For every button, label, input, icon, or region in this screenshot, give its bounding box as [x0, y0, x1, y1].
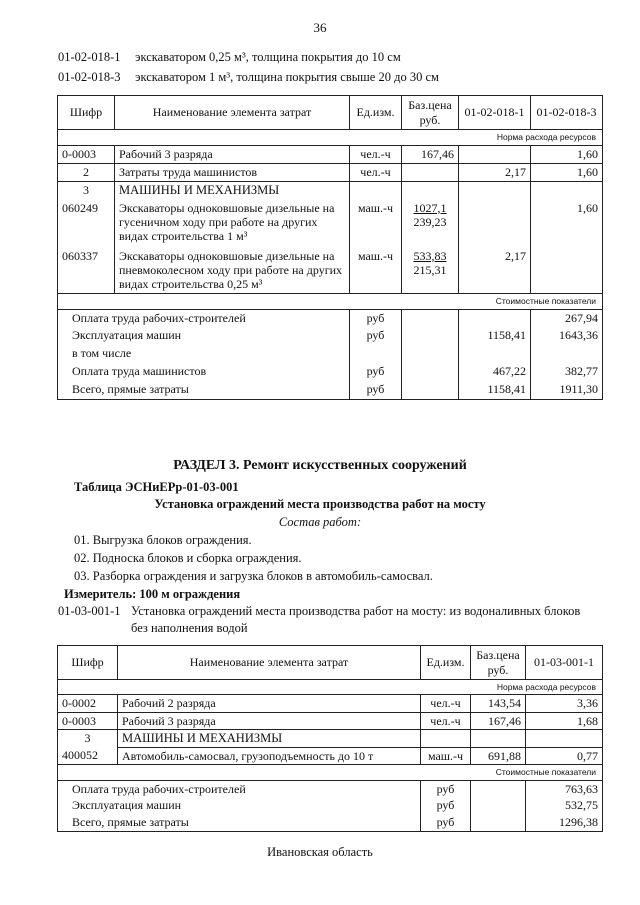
cell-name: Автомобиль-самосвал, грузоподъемность до 10 т	[118, 747, 421, 764]
cell-value-3	[531, 245, 603, 294]
price-total: 533,83	[413, 248, 447, 263]
table-row	[58, 164, 603, 182]
norm-label: Норма расхода ресурсов	[58, 680, 603, 695]
section-row	[58, 729, 603, 747]
col-header-name: Наименование элемента затрат	[118, 646, 421, 680]
cell-code: 060337	[58, 245, 115, 294]
col-header-norm: 01-03-001-1	[526, 646, 603, 680]
cell-unit: чел.-ч	[350, 164, 402, 182]
cost-name: Оплата труда рабочих-строителей	[58, 309, 350, 327]
cost-value-1	[459, 309, 531, 327]
table-row	[58, 695, 603, 712]
cost-label: Стоимостные показатели	[58, 765, 603, 780]
cell-value-1	[459, 146, 531, 164]
cost-label-row	[58, 293, 603, 309]
cell-code: 0-0003	[58, 146, 115, 164]
cost-row	[58, 363, 603, 381]
cell-name: Рабочий 2 разряда	[118, 695, 421, 712]
cell-value-3: 1,60	[531, 200, 603, 245]
cell-unit: чел.-ч	[421, 712, 471, 729]
col-header-unit: Ед.изм.	[350, 96, 402, 130]
cost-row	[58, 345, 603, 363]
cost-value: 763,63	[526, 780, 603, 797]
cell-value-3: 1,60	[531, 146, 603, 164]
work-item: 01. Выгрузка блоков ограждения.	[74, 533, 252, 547]
cost-value: 1296,38	[526, 814, 603, 831]
resource-table-2	[57, 645, 603, 832]
col-header-code: Шифр	[58, 646, 118, 680]
price-total: 1027,1	[413, 200, 447, 215]
item-code: 01-03-001-1	[58, 604, 121, 618]
cell-name: Экскаваторы одноковшовые дизельные на гусеничном ходу при работе на других видах строительства 1 м³	[115, 200, 350, 245]
cost-label-row	[58, 765, 603, 780]
cell-code: 060249	[58, 200, 115, 245]
section-title: МАШИНЫ И МЕХАНИЗМЫ	[115, 182, 350, 200]
cell-code: 0-0003	[58, 712, 118, 729]
footer-region: Ивановская область	[267, 845, 373, 859]
cost-unit: руб	[421, 797, 471, 814]
cost-unit: руб	[350, 309, 402, 327]
cost-value-3: 267,94	[531, 309, 603, 327]
cell-price: 167,46	[471, 712, 526, 729]
cost-value-1	[459, 345, 531, 363]
meter-label: Измеритель: 100 м ограждения	[64, 587, 241, 601]
cell-value: 0,77	[526, 747, 603, 764]
table-row	[58, 146, 603, 164]
header-text: экскаватором 0,25 м³, толщина покрытия до 10 см	[135, 50, 401, 64]
norm-label-row	[58, 130, 603, 146]
cell-price	[402, 200, 459, 245]
item-text-line-2: без наполнения водой	[131, 621, 248, 635]
cell-value-1	[459, 200, 531, 245]
price-labor: 239,23	[413, 214, 447, 229]
section-title: МАШИНЫ И МЕХАНИЗМЫ	[118, 729, 421, 747]
norm-label: Норма расхода ресурсов	[58, 130, 603, 146]
work-item: 02. Подноска блоков и сборка ограждения.	[74, 551, 302, 565]
cell-value-1: 2,17	[459, 245, 531, 294]
cost-name: Эксплуатация машин	[58, 327, 350, 345]
table-header-row	[58, 646, 603, 680]
table-row	[58, 712, 603, 729]
cost-unit: руб	[421, 814, 471, 831]
cell-value: 1,68	[526, 712, 603, 729]
cost-name: Всего, прямые затраты	[58, 814, 421, 831]
cost-name: Оплата труда машинистов	[58, 363, 350, 381]
cost-name: в том числе	[58, 345, 350, 363]
cell-code: 400052	[58, 747, 118, 764]
header-line-1	[58, 50, 401, 65]
cost-row	[58, 814, 603, 831]
cost-value: 532,75	[526, 797, 603, 814]
section-row	[58, 182, 603, 200]
table-label: Таблица ЭСНиЕРр-01-03-001	[74, 480, 239, 494]
cell-value-3: 1,60	[531, 164, 603, 182]
table-row	[58, 747, 603, 764]
cost-unit	[350, 345, 402, 363]
cell-code: 0-0002	[58, 695, 118, 712]
cell-price	[402, 164, 459, 182]
col-header-unit: Ед.изм.	[421, 646, 471, 680]
cell-unit: маш.-ч	[350, 200, 402, 245]
table-header-row	[58, 96, 603, 130]
cell-unit: чел.-ч	[421, 695, 471, 712]
col-header-price: Баз.цена руб.	[471, 646, 526, 680]
cell-name: Рабочий 3 разряда	[118, 712, 421, 729]
cost-value-1: 467,22	[459, 363, 531, 381]
header-text: экскаватором 1 м³, толщина покрытия свыше 20 до 30 см	[135, 70, 439, 84]
cell-value: 3,36	[526, 695, 603, 712]
cost-unit: руб	[350, 381, 402, 399]
header-code: 01-02-018-3	[58, 70, 121, 84]
cost-name: Эксплуатация машин	[58, 797, 421, 814]
item-text-line-1: Установка ограждений места производства работ на мосту: из водоналивных блоков	[131, 604, 581, 618]
cost-name: Всего, прямые затраты	[58, 381, 350, 399]
cell-unit: маш.-ч	[421, 747, 471, 764]
cost-value-1: 1158,41	[459, 381, 531, 399]
cost-row	[58, 381, 603, 399]
header-code: 01-02-018-1	[58, 50, 121, 64]
cell-name: Экскаваторы одноковшовые дизельные на пневмоколесном ходу при работе на других видах строительства 0,25 м³	[115, 245, 350, 294]
col-header-name: Наименование элемента затрат	[115, 96, 350, 130]
cost-value-3	[531, 345, 603, 363]
cost-row	[58, 797, 603, 814]
cell-price: 167,46	[402, 146, 459, 164]
resource-table-1	[57, 95, 603, 400]
table-title: Установка ограждений места производства работ на мосту	[154, 497, 486, 511]
col-header-price: Баз.цена руб.	[402, 96, 459, 130]
cost-unit: руб	[350, 363, 402, 381]
col-header-norm-3: 01-02-018-3	[531, 96, 603, 130]
price-labor: 215,31	[413, 263, 447, 278]
section-heading: РАЗДЕЛ 3. Ремонт искусственных сооружений	[173, 458, 467, 473]
work-item: 03. Разборка ограждения и загрузка блоков в автомобиль-самосвал.	[74, 569, 433, 583]
cell-price: 143,54	[471, 695, 526, 712]
cell-unit: чел.-ч	[350, 146, 402, 164]
cell-name: Рабочий 3 разряда	[115, 146, 350, 164]
cost-row	[58, 780, 603, 797]
header-line-2	[58, 70, 439, 85]
cell-price: 691,88	[471, 747, 526, 764]
cost-value-1: 1158,41	[459, 327, 531, 345]
cost-unit: руб	[350, 327, 402, 345]
cell-unit: маш.-ч	[350, 245, 402, 294]
cost-row	[58, 309, 603, 327]
col-header-norm-1: 01-02-018-1	[459, 96, 531, 130]
composition-title: Состав работ:	[278, 515, 362, 529]
cell-code: 2	[58, 164, 115, 182]
norm-label-row	[58, 680, 603, 695]
section-code: 3	[58, 182, 115, 200]
cost-unit: руб	[421, 780, 471, 797]
page-number: 36	[313, 20, 327, 35]
cost-row	[58, 327, 603, 345]
cost-value-3: 1911,30	[531, 381, 603, 399]
cost-value-3: 382,77	[531, 363, 603, 381]
col-header-code: Шифр	[58, 96, 115, 130]
section-code: 3	[58, 729, 118, 747]
cost-name: Оплата труда рабочих-строителей	[58, 780, 421, 797]
cell-value-1: 2,17	[459, 164, 531, 182]
cost-value-3: 1643,36	[531, 327, 603, 345]
cell-name: Затраты труда машинистов	[115, 164, 350, 182]
table-row	[58, 245, 603, 294]
cost-label: Стоимостные показатели	[58, 293, 603, 309]
cell-price	[402, 245, 459, 294]
table-row	[58, 200, 603, 245]
